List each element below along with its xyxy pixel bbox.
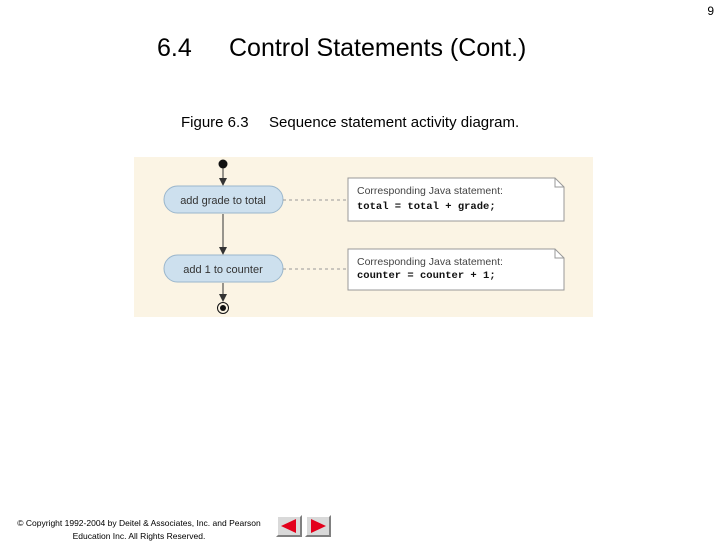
final-state-dot	[220, 305, 226, 311]
red-right-arrow-icon	[305, 515, 331, 537]
figure-caption: Sequence statement activity diagram.	[269, 114, 520, 131]
figure-label: Figure 6.3	[181, 114, 249, 131]
action-state-label: add grade to total	[180, 195, 266, 207]
copyright-line: Education Inc. All Rights Reserved.	[72, 531, 206, 541]
copyright-notice	[8, 517, 270, 543]
slide-section-number: 6.4	[157, 34, 192, 62]
red-left-arrow-icon	[276, 515, 302, 537]
slide-title: Control Statements (Cont.)	[229, 34, 527, 62]
activity-diagram	[134, 157, 593, 317]
initial-state	[219, 160, 228, 169]
note-heading: Corresponding Java statement:	[357, 256, 503, 268]
next-slide-button[interactable]	[305, 515, 331, 537]
note-code: total = total + grade;	[357, 201, 496, 213]
copyright-line: © Copyright 1992-2004 by Deitel & Associates, Inc. and Pearson	[17, 518, 261, 528]
note-heading: Corresponding Java statement:	[357, 185, 503, 197]
previous-slide-button[interactable]	[276, 515, 302, 537]
action-state-label: add 1 to counter	[183, 264, 263, 276]
page-number: 9	[707, 4, 714, 18]
note-code: counter = counter + 1;	[357, 270, 496, 282]
